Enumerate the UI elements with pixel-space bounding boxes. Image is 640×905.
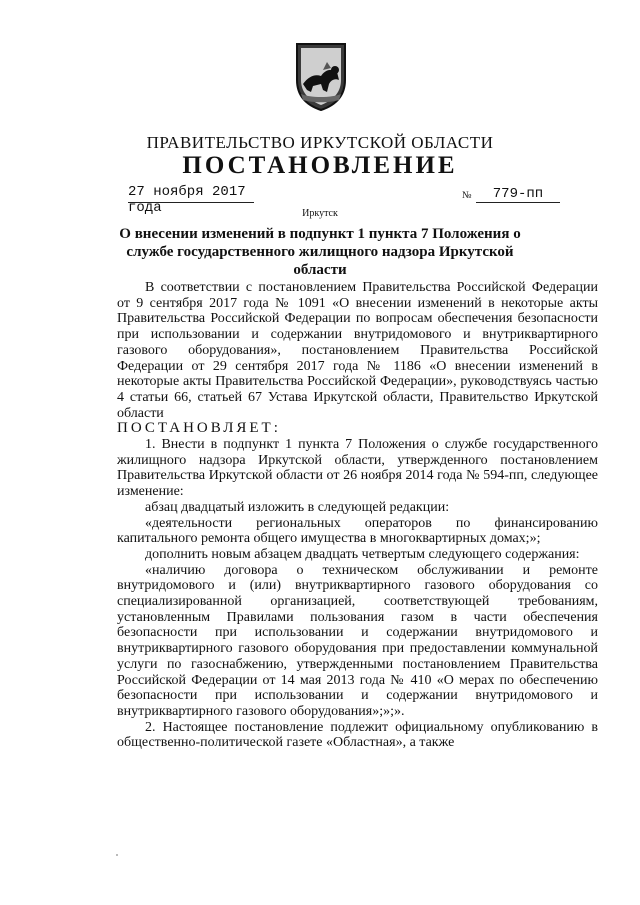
coat-of-arms-icon — [293, 40, 349, 112]
document-city: Иркутск — [302, 208, 338, 219]
document-date: 27 ноября 2017 года — [128, 184, 246, 216]
paragraph-2: 2. Настоящее постановление подлежит официальному опубликованию в общественно-политической газете «Областная», а также — [117, 719, 598, 751]
document-title: О внесении изменений в подпункт 1 пункта 7 Положения о службе государственного жилищного надзора Иркутской области — [119, 226, 521, 278]
paragraph-quote-2: «наличию договора о техническом обслуживании и ремонте внутридомового и (или) внутриквартирного газового оборудования со специализированной организацией, соответствующей требованиям, установленным Правилами пользования газом в части обеспечения безопасности при использовании и содержании внутридомового и внутриквартирного газового оборудования при предоставлении коммунальной услуги по газоснабжению, утвержденными постановлением Правительства Российской Федерации от 14 мая 2013 года № 410 «О мерах по обеспечению безопасности при использовании и содержании внутридомового и внутриквартирного газового оборудования»;»;». — [117, 562, 598, 719]
resolves-heading: ПОСТАНОВЛЯЕТ: — [117, 420, 281, 437]
number-sign: № — [462, 190, 472, 201]
paragraph-preamble: В соответствии с постановлением Правительства Российской Федерации от 9 сентября 2017 года № 1091 «О внесении изменений в некоторые акты Правительства Российской Федерации по вопросам обеспечения безопасности при использовании и содержании внутридомового и внутриквартирного газового оборудования», постановлением Правительства Российской Федерации от 29 сентября 2017 года № 1186 «О внесении изменений в некоторые акты Правительства Российской Федерации», руководствуясь частью 4 статьи 66, статьей 67 Устава Иркутской области, Правительство Иркутской области — [117, 280, 598, 421]
paragraph-quote-1: «деятельности региональных операторов по финансированию капитального ремонта общего имущества в многоквартирных домах;»; — [117, 515, 598, 547]
document-body — [117, 280, 598, 751]
scan-speck — [116, 854, 118, 856]
paragraph-abzac-20: абзац двадцатый изложить в следующей редакции: — [145, 499, 450, 515]
document-number: 779-пп — [492, 186, 544, 202]
number-field — [476, 184, 560, 203]
date-field — [128, 184, 254, 216]
organization-name: ПРАВИТЕЛЬСТВО ИРКУТСКОЙ ОБЛАСТИ — [146, 133, 494, 152]
paragraph-add: дополнить новым абзацем двадцать четвертым следующего содержания: — [145, 546, 580, 562]
paragraph-1: 1. Внести в подпункт 1 пункта 7 Положения о службе государственного жилищного надзора Иркутской области, утвержденного постановлением Правительства Иркутской области от 26 ноября 2014 года № 594-пп, следующее изменение: — [117, 437, 598, 500]
document-type: ПОСТАНОВЛЕНИЕ — [182, 152, 458, 179]
